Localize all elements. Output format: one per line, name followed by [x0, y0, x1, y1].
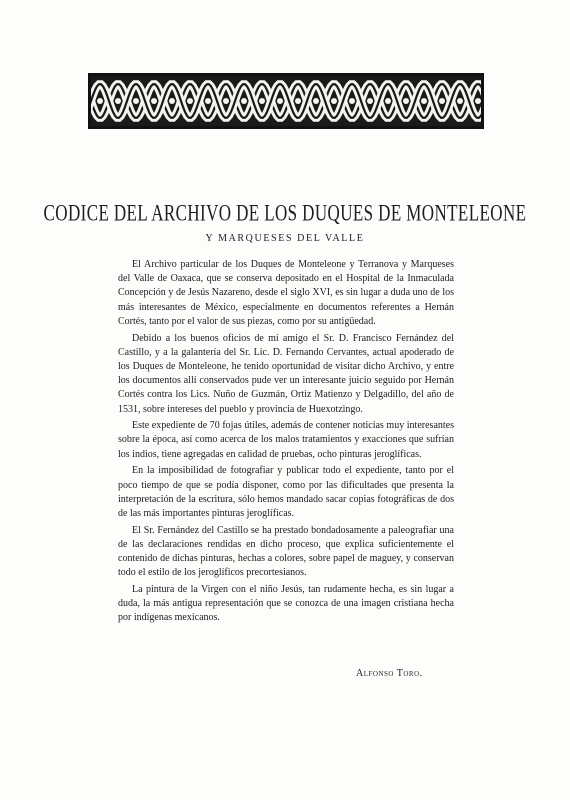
- paragraph: Debido a los buenos oficios de mi amigo el Sr. D. Francisco Fernández del Castillo, y a la galantería del Sr. Lic. D. Fernando Cervantes, actual apoderado de los Duques de Monteleone, he tenido oportunidad de visitar dicho Archivo, y entre los documentos allí conservados pude ver un interesante juicio seguido por Hernán Cortés contra los Lics. Nuño de Guzmán, Ortiz Matienzo y Delgadillo, del año de 1531, sobre intereses del pueblo y provincia de Huexotzingo.: [118, 332, 454, 415]
- article-body: [118, 258, 454, 628]
- paragraph: La pintura de la Virgen con el niño Jesús, tan rudamente hecha, es sin lugar a duda, la más antigua representación que se conozca de una imagen cristiana hecha por indígenas mexicanos.: [118, 583, 454, 624]
- decorative-header-band: [88, 73, 484, 129]
- page-title: CODICE DEL ARCHIVO DE LOS DUQUES DE MONTELEONE: [43, 200, 527, 226]
- page-subtitle: Y MARQUESES DEL VALLE: [205, 233, 365, 244]
- paragraph: Este expediente de 70 fojas útiles, además de contener noticias muy interesantes sobre la época, así como acerca de los malos tratamientos y exacciones que sufrían los indios, tiene agregadas en calidad de pruebas, ocho pinturas jeroglíficas.: [118, 420, 454, 460]
- author-signature: Alfonso Toro.: [356, 668, 423, 679]
- paragraph: El Archivo particular de los Duques de Monteleone y Terranova y Marqueses del Valle de Oaxaca, que se conserva depositado en el Hospital de la Inmaculada Concepción y de Jesús Nazareno, desde el siglo XVI, es sin lugar a duda uno de los más interesantes de México, especialmente en documentos referentes a Hernán Cortés, tanto por el valor de sus piezas, como por su antigüedad.: [118, 259, 454, 327]
- interlace-ornament-icon: [91, 76, 481, 126]
- paragraph: En la imposibilidad de fotografiar y publicar todo el expediente, tanto por el poco tiempo de que se podía disponer, como por las dificultades que presenta la interpretación de la escritura, sólo hemos mandado sacar copias fotográficas de dos de las más importantes pinturas jeroglíficas.: [118, 465, 454, 519]
- paragraph: El Sr. Fernández del Castillo se ha prestado bondadosamente a paleografiar una de las declaraciones rendidas en dicho proceso, que explica suficientemente el contenido de dichas pinturas, hechas a colores, sobre papel de maguey, y conservan todo el estilo de los jeroglíficos precortesianos.: [118, 524, 454, 579]
